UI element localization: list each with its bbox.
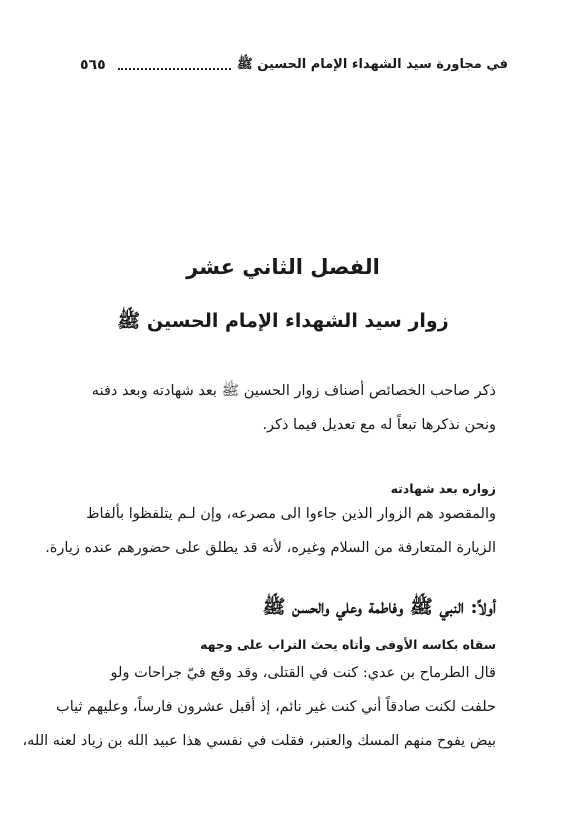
section-subheading-visitors: زواره بعد شهادته bbox=[390, 481, 496, 496]
paragraph-line: حلفت لكنت صادقاً أني كنت غير نائم، إذ أقبل عشرون فارساً، وعليهم ثياب bbox=[56, 699, 496, 715]
visitors-paragraph bbox=[45, 497, 496, 565]
chapter-subtitle: زوار سيد الشهداء الإمام الحسين ﷺ bbox=[117, 310, 449, 332]
paragraph-line: ونحن نذكرها تبعاً له مع تعديل فيما ذكر. bbox=[262, 417, 496, 433]
narration-paragraph bbox=[22, 656, 496, 758]
running-header bbox=[80, 54, 508, 76]
running-header-title: في مجاورة سيد الشهداء الإمام الحسين ﷺ bbox=[237, 56, 508, 72]
paragraph-line: بيض يفوح منهم المسك والعنبر، فقلت في نفسي هذا عبيد الله بن زياد لعنه الله، bbox=[22, 733, 496, 749]
chapter-title: الفصل الثاني عشر bbox=[186, 255, 380, 279]
section-heading-first: أولاً: النبي ﷺ وفاطمة وعلي والحسن ﷺ bbox=[262, 596, 496, 618]
paragraph-line: قال الطرماح بن عدي: كنت في القتلى، وقد وقع فيّ جراحات ولو bbox=[110, 665, 496, 681]
paragraph-line: الزيارة المتعارفة من السلام وغيره، لأنه قد يطلق على حضورهم عنده زيارة. bbox=[45, 540, 496, 556]
paragraph-line: ذكر صاحب الخصائص أصناف زوار الحسين ﷺ بعد شهادته وبعد دفنه bbox=[91, 383, 496, 399]
dotted-leader bbox=[118, 68, 231, 70]
page-number: ٥٦٥ bbox=[80, 57, 106, 73]
paragraph-line: والمقصود هم الزوار الذين جاءوا الى مصرعه، وإن لـم يتلفظوا بألفاظ bbox=[86, 506, 496, 522]
intro-paragraph bbox=[70, 374, 496, 442]
section-subheading-first: سقاه بكاسه الأوفى وأتاه يحث التراب على وجهه bbox=[200, 637, 496, 652]
